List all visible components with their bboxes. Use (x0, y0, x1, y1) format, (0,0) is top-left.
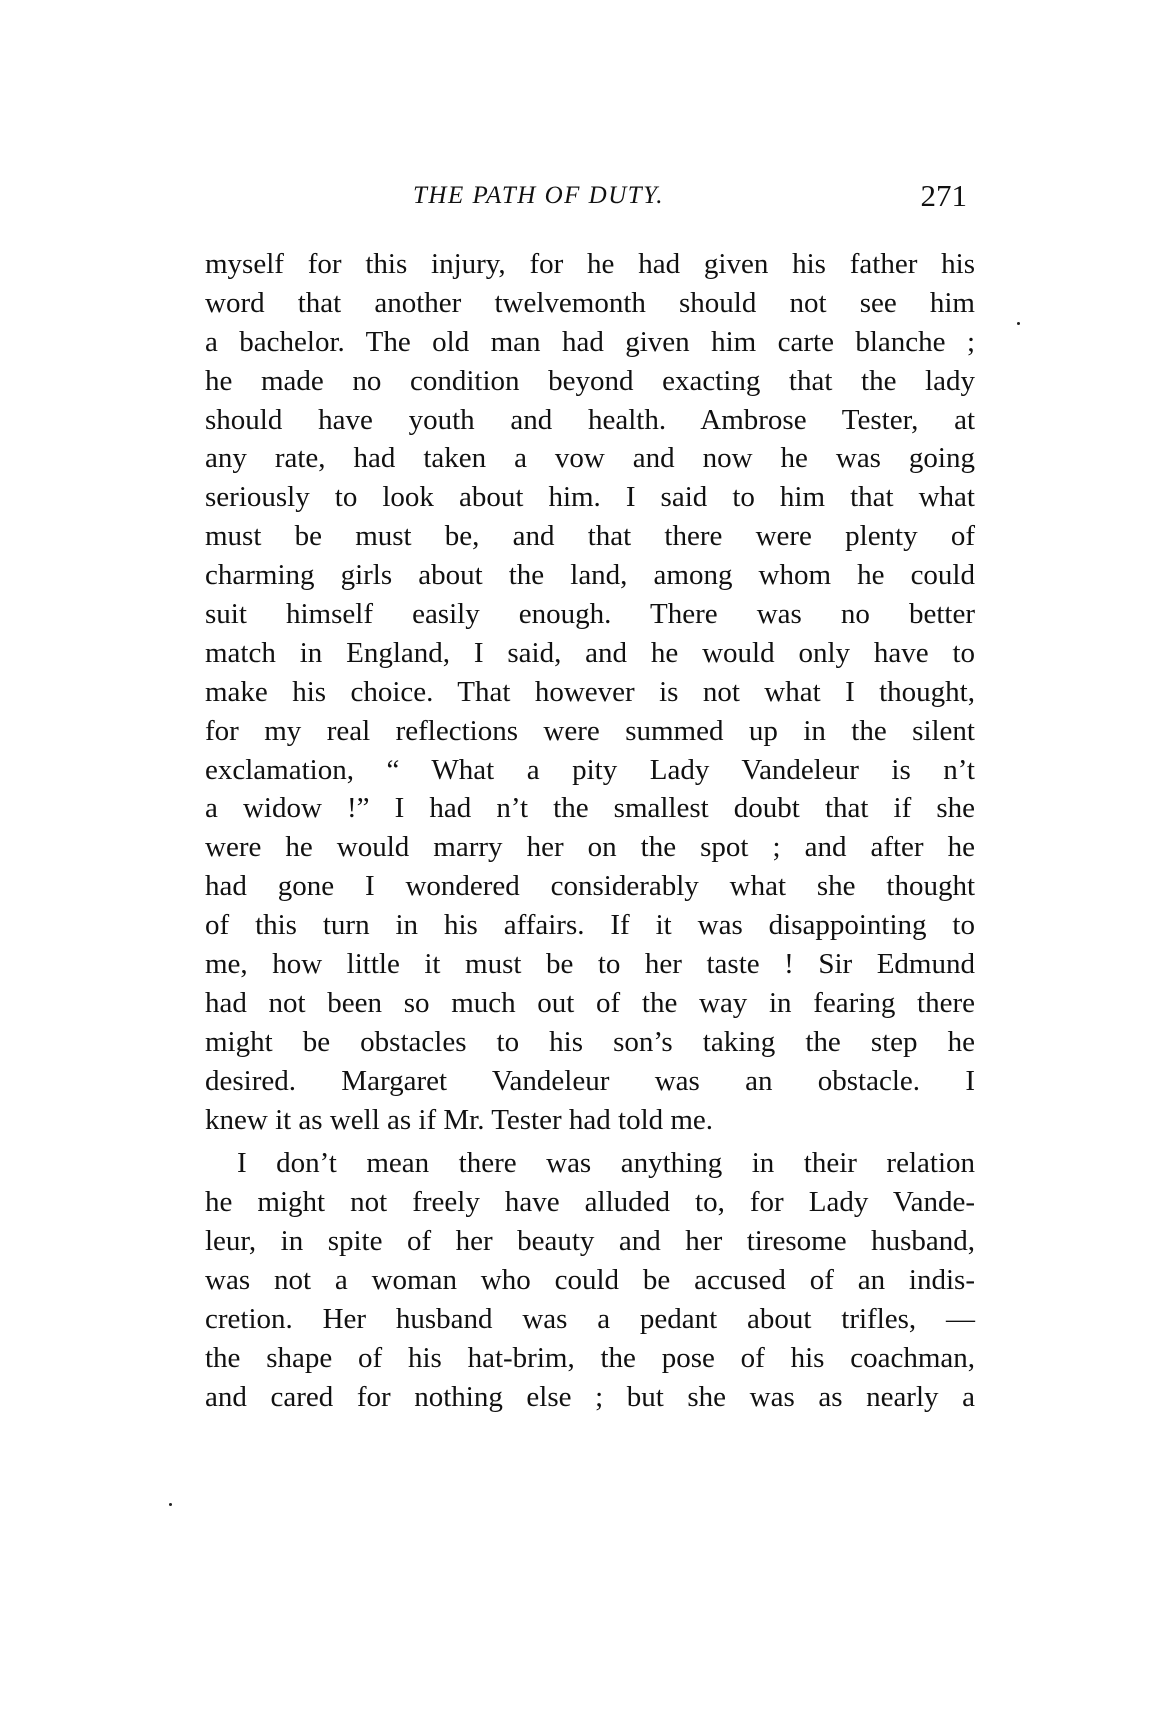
text-line: and cared for nothing else ; but she was as nearly a (205, 1380, 975, 1413)
text-line: myself for this injury, for he had given his father his (205, 248, 975, 280)
page-number: 271 (920, 178, 967, 213)
text-line: match in England, I said, and he would only have to (205, 636, 975, 669)
text-line: make his choice. That however is not what I thought, (205, 675, 975, 708)
text-line: a bachelor. The old man had given him carte blanche ; (205, 325, 975, 358)
page-header (205, 176, 967, 216)
text-line: suit himself easily enough. There was no better (205, 598, 975, 631)
text-line: were he would marry her on the spot ; and after he (205, 831, 975, 864)
text-line: knew it as well as if Mr. Tester had told me. (205, 1103, 714, 1136)
text-line: he made no condition beyond exacting that the lady (205, 364, 975, 397)
text-line: cretion. Her husband was a pedant about trifles, — (205, 1303, 975, 1336)
text-line: must be must be, and that there were plenty of (205, 520, 975, 553)
print-speck (1017, 322, 1020, 325)
text-line: was not a woman who could be accused of an indis- (205, 1264, 975, 1297)
text-line: exclamation, “ What a pity Lady Vandeleur is n’t (205, 753, 975, 786)
paragraph-1 (205, 245, 975, 1139)
text-line: the shape of his hat-brim, the pose of his coachman, (205, 1341, 975, 1374)
paragraph-2 (205, 1144, 975, 1416)
text-line: any rate, had taken a vow and now he was going (205, 442, 975, 475)
text-line: for my real reflections were summed up in the silent (205, 714, 975, 747)
text-line: leur, in spite of her beauty and her tiresome husband, (205, 1225, 975, 1258)
text-line: had not been so much out of the way in fearing there (205, 986, 975, 1019)
text-line: I don’t mean there was anything in their relation (237, 1147, 975, 1180)
text-line: word that another twelvemonth should not see him (205, 286, 975, 319)
print-speck (169, 1503, 172, 1506)
text-line: seriously to look about him. I said to him that what (205, 481, 975, 514)
text-line: he might not freely have alluded to, for Lady Vande- (205, 1186, 975, 1219)
running-title: THE PATH OF DUTY. (413, 182, 665, 209)
text-line: desired. Margaret Vandeleur was an obstacle. I (205, 1064, 975, 1097)
text-line: had gone I wondered considerably what she thought (205, 870, 975, 903)
text-line: a widow !” I had n’t the smallest doubt that if she (205, 792, 975, 825)
text-line: might be obstacles to his son’s taking the step he (205, 1025, 975, 1058)
body-text (205, 245, 975, 1417)
text-line: charming girls about the land, among whom he could (205, 559, 975, 592)
text-line: me, how little it must be to her taste ! Sir Edmund (205, 948, 975, 981)
text-line: of this turn in his affairs. If it was disappointing to (205, 909, 975, 942)
text-line: should have youth and health. Ambrose Tester, at (205, 403, 975, 436)
